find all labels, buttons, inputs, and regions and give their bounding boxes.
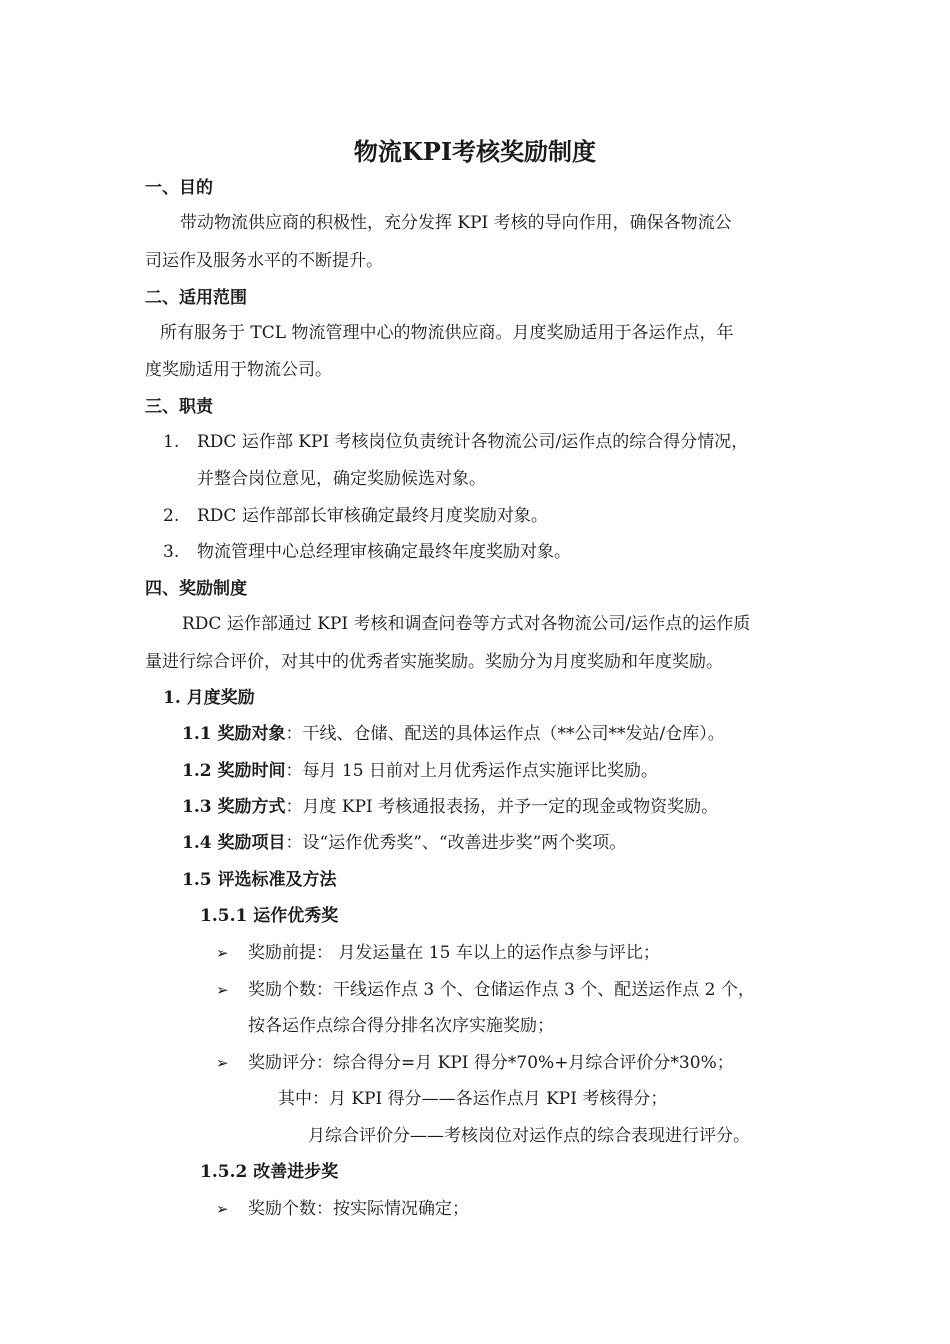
bullet-item (216, 1051, 734, 1075)
reward-item (182, 722, 725, 746)
note-line: 月综合评价分——考核岗位对运作点的综合表现进行评分。 (308, 1126, 750, 1146)
page-title: 物流KPI考核奖励制度 (353, 137, 597, 166)
list-text: 物流管理中心总经理审核确定最终年度奖励对象。 (197, 542, 571, 562)
list-item (163, 540, 571, 564)
award-heading-improvement: 1.5.2 改善进步奖 (200, 1162, 339, 1182)
section-heading-rewards: 四、奖励制度 (145, 579, 247, 599)
paragraph-line: 带动物流供应商的积极性，充分发挥 KPI 考核的导向作用，确保各物流公 (180, 213, 732, 233)
list-text: RDC 运作部部长审核确定最终月度奖励对象。 (197, 506, 548, 526)
section-heading-purpose: 一、目的 (145, 178, 213, 198)
reward-item-label: 1.1 奖励对象 (182, 724, 286, 744)
list-number: 1. (163, 432, 180, 452)
bullet-text: 奖励个数：按实际情况确定； (248, 1199, 469, 1219)
bullet-item (216, 941, 660, 965)
bullet-item (216, 1197, 469, 1221)
paragraph-line: 司运作及服务水平的不断提升。 (145, 251, 383, 271)
bullet-text: 奖励个数：干线运作点 3 个、仓储运作点 3 个、配送运作点 2 个， (248, 980, 755, 1000)
arrow-bullet-icon: ➢ (216, 1054, 229, 1072)
reward-item-text: ：干线、仓储、配送的具体运作点（**公司**发站/仓库）。 (285, 724, 725, 744)
list-item-continuation: 并整合岗位意见，确定奖励候选对象。 (197, 469, 486, 489)
bullet-text: 奖励前提： 月发运量在 15 车以上的运作点参与评比； (248, 943, 660, 963)
reward-item-text: ：设“运作优秀奖”、“改善进步奖”两个奖项。 (285, 833, 627, 853)
bullet-text: 奖励评分：综合得分=月 KPI 得分*70%+月综合评价分*30%； (248, 1053, 734, 1073)
arrow-bullet-icon: ➢ (216, 944, 229, 962)
section-heading-scope: 二、适用范围 (145, 288, 247, 308)
criteria-heading: 1.5 评选标准及方法 (182, 870, 337, 890)
list-item (163, 504, 548, 528)
list-item (163, 430, 748, 454)
reward-item (182, 759, 658, 783)
reward-item-label: 1.3 奖励方式 (182, 797, 286, 817)
paragraph-line: RDC 运作部通过 KPI 考核和调查问卷等方式对各物流公司/运作点的运作质 (182, 614, 751, 634)
award-heading-excellent: 1.5.1 运作优秀奖 (200, 906, 339, 926)
reward-item-text: ：月度 KPI 考核通报表扬，并予一定的现金或物资奖励。 (285, 797, 719, 817)
list-number: 2. (163, 506, 180, 526)
reward-item (182, 831, 626, 855)
reward-item (182, 795, 718, 819)
list-text: RDC 运作部 KPI 考核岗位负责统计各物流公司/运作点的综合得分情况， (197, 432, 749, 452)
arrow-bullet-icon: ➢ (216, 1200, 229, 1218)
reward-item-label: 1.2 奖励时间 (182, 761, 286, 781)
note-line: 其中：月 KPI 得分——各运作点月 KPI 考核得分； (278, 1089, 668, 1109)
subsection-heading-monthly: 1. 月度奖励 (163, 688, 255, 708)
reward-item-label: 1.4 奖励项目 (182, 833, 286, 853)
paragraph-line: 所有服务于 TCL 物流管理中心的物流供应商。月度奖励适用于各运作点，年 (160, 323, 734, 343)
paragraph-line: 度奖励适用于物流公司。 (145, 360, 332, 380)
reward-item-text: ：每月 15 日前对上月优秀运作点实施评比奖励。 (285, 761, 658, 781)
list-number: 3. (163, 542, 180, 562)
arrow-bullet-icon: ➢ (216, 981, 229, 999)
section-heading-duties: 三、职责 (145, 397, 213, 417)
bullet-item (216, 978, 755, 1002)
paragraph-line: 量进行综合评价，对其中的优秀者实施奖励。奖励分为月度奖励和年度奖励。 (145, 652, 723, 672)
bullet-continuation: 按各运作点综合得分排名次序实施奖励； (248, 1016, 554, 1036)
